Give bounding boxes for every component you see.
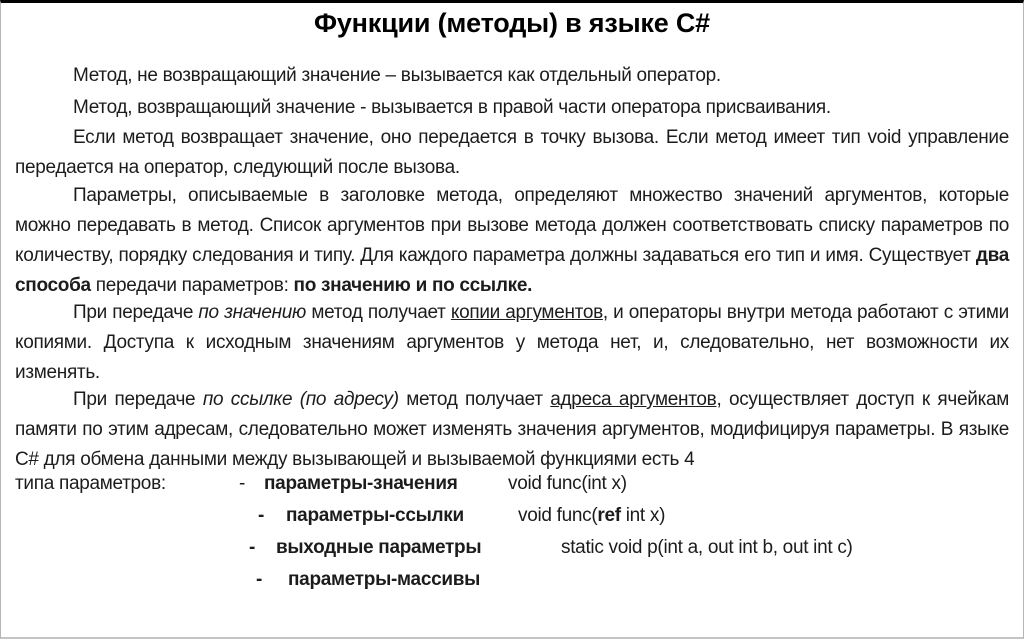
text-segment: , осуществляет доступ к ячейкам памяти по этим адресам, следовательно может изменять значения аргументов, модифицируя параметры. В языке C# для обмена данными между вызывающей и вызываемой функциями есть 4: [15, 389, 1010, 470]
code-segment: void func(int x): [508, 473, 627, 494]
paragraph-parameters-definition: [15, 181, 1009, 301]
list-intro: типа параметров:: [15, 473, 166, 494]
paragraph-method-with-return: Метод, возвращающий значение - вызывается в правой части оператора присваивания.: [73, 97, 831, 118]
paragraph-pass-by-reference: [15, 385, 1009, 475]
text-segment-italic: по ссылке (по адресу): [202, 389, 399, 410]
dash-bullet: -: [239, 473, 246, 494]
list-item-value-parameters: [15, 469, 1009, 501]
text-segment: , и операторы внутри метода работают с этими копиями. Доступа к исходным значениям аргументов у метода нет, и, следовательно, нет возможности их изменять.: [15, 302, 1009, 383]
code-example: [508, 473, 627, 495]
paragraph-method-no-return: Метод, не возвращающий значение – вызывается как отдельный оператор.: [73, 65, 721, 86]
text-segment: При передаче: [73, 389, 203, 410]
list-item-label: параметры-массивы: [288, 569, 481, 590]
slide-title: Функции (методы) в языке C#: [314, 8, 710, 38]
text-segment-underline: копии аргументов: [450, 302, 603, 323]
code-segment: void func(: [518, 505, 598, 526]
text-segment-bold: два способа: [15, 245, 1009, 296]
list-item-label: параметры-ссылки: [286, 505, 464, 526]
paragraph-pass-by-value: [15, 298, 1009, 388]
code-segment: static void p(int a, out int b, out int c): [561, 537, 853, 558]
text-segment: передачи параметров:: [90, 275, 294, 296]
parameter-types-list: [15, 469, 1009, 597]
text-segment: При передаче: [73, 302, 199, 323]
text-segment: метод получает: [306, 302, 451, 323]
text-segment-italic: по значению: [198, 302, 307, 323]
code-segment: int x): [620, 505, 666, 526]
list-item-label: выходные параметры: [276, 537, 482, 558]
text-segment: метод получает: [398, 389, 551, 410]
list-item-reference-parameters: [15, 501, 1009, 533]
dash-bullet: -: [256, 569, 263, 590]
list-item-output-parameters: [15, 533, 1009, 565]
list-item-label: параметры-значения: [264, 473, 458, 494]
slide-content: [1, 6, 1023, 597]
text-segment: Параметры, описываемые в заголовке метода, определяют множество значений аргументов, которые можно передавать в метод. Список аргументов при вызове метода должен соответствовать списку параметров по количеству, порядку следования и типу. Для каждого параметра должны задаваться его тип и имя. Существует: [15, 185, 1009, 266]
dash-bullet: -: [249, 537, 256, 558]
code-segment-bold: ref: [597, 505, 621, 526]
paragraph-return-value-flow: Если метод возвращает значение, оно передается в точку вызова. Если метод имеет тип void управление передается на оператор, следующий после вызова.: [15, 127, 1009, 178]
code-example: [561, 537, 853, 559]
text-segment-bold: по значению и по ссылке.: [293, 275, 533, 296]
dash-bullet: -: [258, 505, 265, 526]
text-segment-underline: адреса аргументов: [550, 389, 717, 410]
code-example: [518, 505, 665, 527]
list-item-array-parameters: [15, 565, 1009, 597]
